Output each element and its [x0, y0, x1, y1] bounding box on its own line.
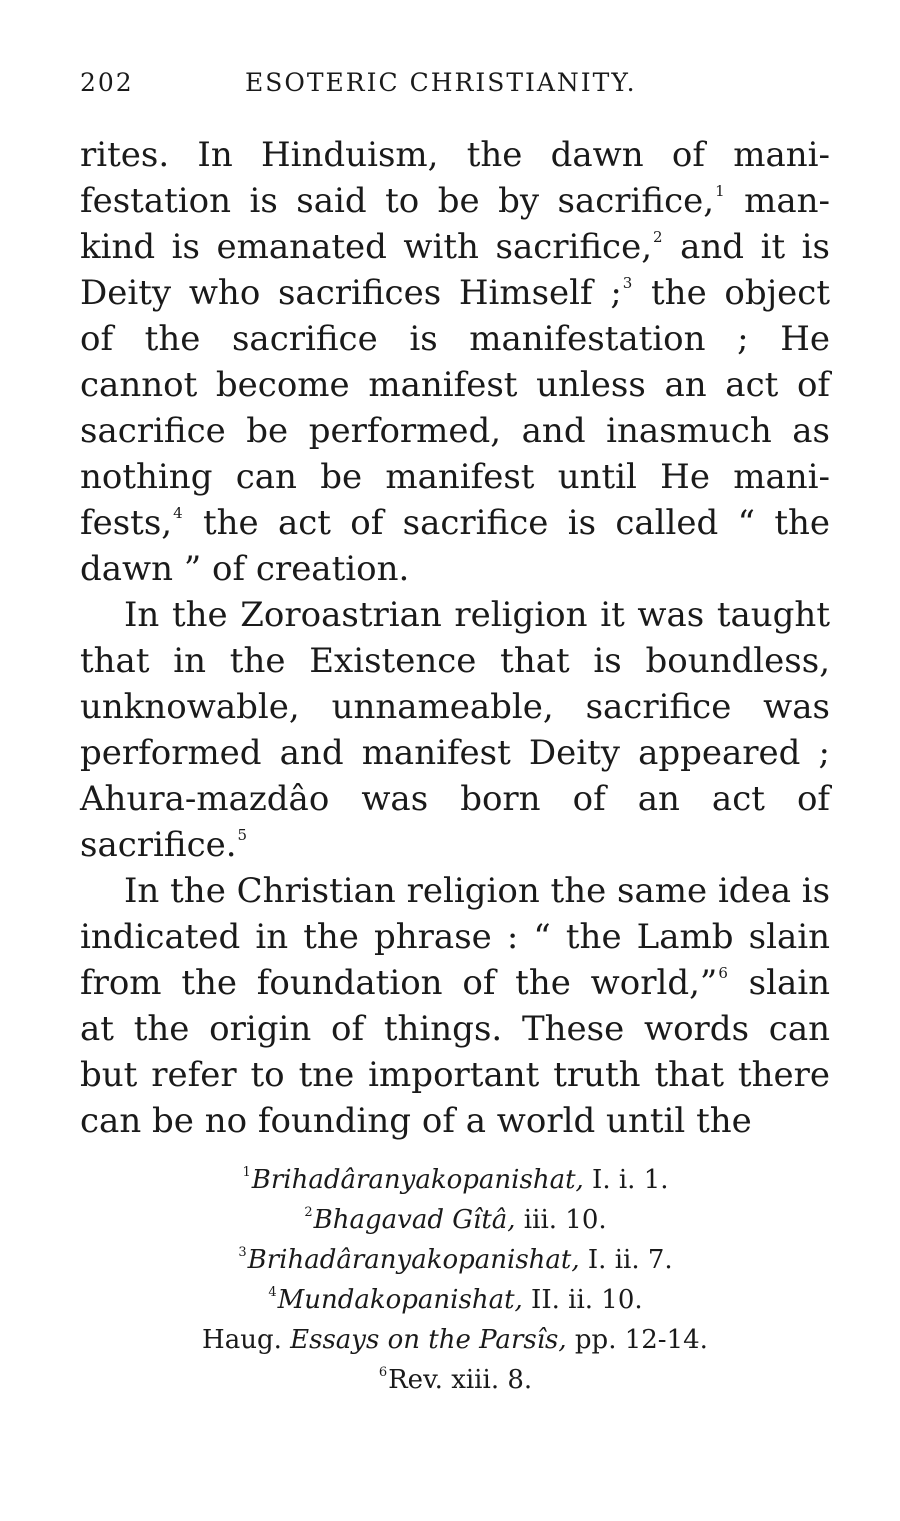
footnote-reference: iii. 10. [515, 1205, 607, 1235]
text-line [80, 868, 830, 914]
body-text [80, 132, 830, 1144]
running-header [80, 68, 830, 108]
text-line [80, 638, 830, 684]
line-text: sacrifice. [80, 825, 237, 865]
footnote-number: 6 [378, 1365, 388, 1380]
running-title: ESOTERIC CHRISTIANITY. [245, 68, 637, 97]
footnote-reference: Rev. xiii. 8. [388, 1365, 533, 1395]
line-text: and it is [663, 227, 830, 267]
text-line [80, 960, 830, 1006]
footnote-marker: 3 [622, 274, 633, 292]
text-line [80, 592, 830, 638]
line-text: kind is emanated with sacrifice, [80, 227, 653, 267]
footnote [80, 1280, 830, 1320]
footnotes [80, 1160, 830, 1400]
line-text: from the foundation of the world,” [80, 963, 718, 1003]
footnote-marker: 4 [173, 504, 183, 522]
text-line [80, 500, 830, 546]
footnote-title: Essays on the Parsîs, [290, 1325, 567, 1355]
footnote-number: 2 [304, 1205, 313, 1220]
footnote [80, 1360, 830, 1400]
line-text: the act of sacrifice is called “ the [183, 503, 830, 543]
text-line [80, 178, 830, 224]
text-line [80, 224, 830, 270]
page-number: 202 [80, 68, 134, 97]
footnote-marker: 2 [653, 228, 663, 246]
footnote-reference: I. i. 1. [583, 1165, 669, 1195]
footnote-title: Brihadâranyakopanishat, [247, 1245, 580, 1275]
line-text: that in the Existence that is boundless, [80, 641, 830, 681]
text-line [80, 776, 830, 822]
footnote-reference: pp. 12-14. [566, 1325, 708, 1355]
footnote-marker: 5 [237, 826, 248, 844]
paragraph-zoroastrian [80, 592, 830, 868]
footnote-number: 1 [242, 1165, 251, 1180]
text-line [80, 546, 830, 592]
line-text: can be no founding of a world until the [80, 1101, 752, 1141]
text-line [80, 914, 830, 960]
text-line [80, 362, 830, 408]
text-line [80, 316, 830, 362]
line-text: cannot become manifest unless an act of [80, 365, 830, 405]
line-text: festation is said to be by sacrifice, [80, 181, 715, 221]
footnote-title: Brihadâranyakopanishat, [251, 1165, 584, 1195]
footnote-marker: 6 [718, 964, 728, 982]
text-line [80, 1098, 830, 1144]
line-text: the object [633, 273, 830, 313]
line-text: fests, [80, 503, 173, 543]
footnote-number: 3 [238, 1245, 247, 1260]
paragraph-christian [80, 868, 830, 1144]
footnote-reference: I. ii. 7. [579, 1245, 673, 1275]
text-line [80, 822, 830, 868]
line-text: In the Christian religion the same idea is [124, 871, 831, 911]
footnote-title: Mundakopanishat, [277, 1285, 523, 1315]
footnote-number: 4 [268, 1285, 277, 1300]
text-line [80, 270, 830, 316]
footnote-author: Haug. [202, 1325, 291, 1355]
text-line [80, 730, 830, 776]
paragraph-hinduism [80, 132, 830, 592]
text-line [80, 1006, 830, 1052]
line-text: sacrifice be performed, and inasmuch as [80, 411, 830, 451]
line-text: performed and manifest Deity appeared ; [80, 733, 830, 773]
text-line [80, 408, 830, 454]
line-text: indicated in the phrase : “ the Lamb slain [80, 917, 830, 957]
text-line [80, 684, 830, 730]
footnote [80, 1320, 830, 1360]
footnote-marker: 1 [715, 182, 725, 200]
line-text: of the sacrifice is manifestation ; He [80, 319, 830, 359]
line-text: In the Zoroastrian religion it was taught [124, 595, 830, 635]
footnote-title: Bhagavad Gîtâ, [313, 1205, 516, 1235]
text-line [80, 454, 830, 500]
line-text: dawn ” of creation. [80, 549, 410, 589]
footnote [80, 1200, 830, 1240]
footnote [80, 1160, 830, 1200]
line-text: unknowable, unnameable, sacrifice was [80, 687, 830, 727]
text-line [80, 1052, 830, 1098]
line-text: man- [725, 181, 830, 221]
line-text: but refer to tne important truth that there [80, 1055, 830, 1095]
line-text: Ahura-mazdâo was born of an act of [80, 779, 830, 819]
line-text: Deity who sacrifices Himself ; [80, 273, 622, 313]
text-line [80, 132, 830, 178]
footnote-reference: II. ii. 10. [522, 1285, 643, 1315]
line-text: rites. In Hinduism, the dawn of mani- [80, 135, 830, 175]
footnote [80, 1240, 830, 1280]
line-text: nothing can be manifest until He mani- [80, 457, 830, 497]
line-text: at the origin of things. These words can [80, 1009, 830, 1049]
line-text: slain [728, 963, 831, 1003]
